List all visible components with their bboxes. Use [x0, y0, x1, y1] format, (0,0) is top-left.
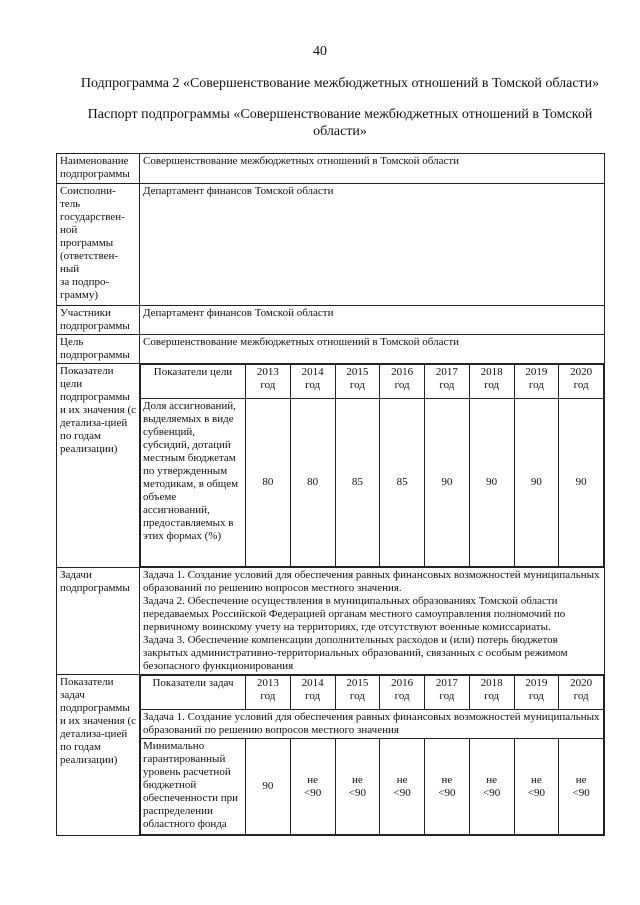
year-header	[469, 365, 514, 399]
indicator-value: 90	[559, 399, 604, 567]
year-header	[559, 365, 604, 399]
year-header	[380, 365, 425, 399]
year-suffix: год	[573, 379, 589, 391]
year-header	[290, 676, 335, 710]
indicator-value: не <90	[469, 739, 514, 835]
year: 2015	[346, 677, 369, 689]
goal-label: Цель подпрограммы	[57, 335, 140, 364]
name-label: Наименование подпрограммы	[57, 154, 140, 184]
row-goal-indicators	[57, 364, 605, 568]
goal-indicators-header	[141, 365, 604, 399]
year-suffix: год	[349, 379, 365, 391]
indicator-value: не <90	[514, 739, 559, 835]
year: 2015	[346, 366, 369, 378]
task-indicators-table	[140, 675, 604, 835]
year-suffix: год	[305, 379, 321, 391]
task-indicators-label: Показатели задач подпрограммы и их значения (с детализа-цией по годам реализации)	[57, 675, 140, 836]
year-header	[425, 365, 470, 399]
year: 2014	[301, 366, 324, 378]
indicator-value: 90	[469, 399, 514, 567]
indicator-value: 85	[335, 399, 380, 567]
task-indicators-header-label: Показатели задач	[141, 676, 246, 710]
page-title: Подпрограмма 2 «Совершенствование межбюджетных отношений в Томской области»	[80, 76, 600, 91]
year-header	[469, 676, 514, 710]
year-suffix: год	[260, 379, 276, 391]
year: 2014	[301, 677, 324, 689]
goal-indicator-name: Доля ассигнований, выделяемых в виде субвенций, субсидий, дотаций местным бюджетам по утвержденным методикам, в общем объеме ассигнований, предоставляемых в этих формах (%)	[141, 399, 246, 567]
year-suffix: год	[394, 379, 410, 391]
year-header	[335, 365, 380, 399]
tasks-label: Задачи подпрограммы	[57, 568, 140, 675]
year-suffix: год	[305, 690, 321, 702]
goal-indicators-table	[140, 364, 604, 567]
indicator-value: не <90	[290, 739, 335, 835]
passport-title: Паспорт подпрограммы «Совершенствование межбюджетных отношений в Томской области»	[87, 107, 593, 139]
participants-label: Участники подпрограммы	[57, 306, 140, 335]
year-suffix: год	[484, 379, 500, 391]
year-header	[514, 676, 559, 710]
year-suffix: год	[439, 690, 455, 702]
participants-value: Департамент финансов Томской области	[140, 306, 605, 335]
indicator-value: 85	[380, 399, 425, 567]
year: 2018	[480, 677, 503, 689]
year: 2013	[256, 366, 279, 378]
year-header	[246, 676, 291, 710]
year-suffix: год	[573, 690, 589, 702]
task-indicator-row	[141, 739, 604, 835]
year: 2013	[256, 677, 279, 689]
indicator-value: 90	[514, 399, 559, 567]
year: 2018	[480, 366, 503, 378]
year-suffix: год	[260, 690, 276, 702]
indicator-value: 90	[246, 739, 291, 835]
year: 2017	[435, 677, 458, 689]
passport-table	[56, 153, 605, 836]
goal-indicators-header-label: Показатели цели	[141, 365, 246, 399]
row-coexecutor	[57, 184, 605, 306]
row-goal	[57, 335, 605, 364]
year: 2016	[391, 366, 414, 378]
indicator-value: 80	[290, 399, 335, 567]
goal-indicators-label: Показатели цели подпрограммы и их значения (с детализа-цией по годам реализации)	[57, 364, 140, 568]
task1-text: Задача 1. Создание условий для обеспечения равных финансовых возможностей муниципальных образований по решению вопросов местного значения	[141, 710, 604, 739]
row-participants	[57, 306, 605, 335]
coexecutor-label: Соисполни- тель государствен- ной программы (ответствен- ный за подпро- грамму)	[57, 184, 140, 306]
year-header	[246, 365, 291, 399]
year: 2016	[391, 677, 414, 689]
goal-indicators-cell	[140, 364, 605, 568]
year-suffix: год	[439, 379, 455, 391]
row-task-indicators	[57, 675, 605, 836]
year-header	[559, 676, 604, 710]
year-header	[514, 365, 559, 399]
task-indicators-header	[141, 676, 604, 710]
indicator-value: 80	[246, 399, 291, 567]
year-suffix: год	[349, 690, 365, 702]
year-suffix: год	[528, 690, 544, 702]
year-header	[425, 676, 470, 710]
goal-value: Совершенствование межбюджетных отношений в Томской области	[140, 335, 605, 364]
year-header	[380, 676, 425, 710]
row-name	[57, 154, 605, 184]
year: 2019	[525, 366, 548, 378]
indicator-value: не <90	[335, 739, 380, 835]
indicator-value: не <90	[559, 739, 604, 835]
year: 2019	[525, 677, 548, 689]
year: 2020	[570, 366, 593, 378]
page-number: 40	[313, 44, 327, 59]
year-suffix: год	[484, 690, 500, 702]
year-header	[290, 365, 335, 399]
goal-indicator-row	[141, 399, 604, 567]
task-indicators-cell	[140, 675, 605, 836]
year-suffix: год	[394, 690, 410, 702]
year-suffix: год	[528, 379, 544, 391]
task1-row	[141, 710, 604, 739]
row-tasks	[57, 568, 605, 675]
name-value: Совершенствование межбюджетных отношений в Томской области	[140, 154, 605, 184]
coexecutor-value: Департамент финансов Томской области	[140, 184, 605, 306]
indicator-value: не <90	[380, 739, 425, 835]
tasks-text: Задача 1. Создание условий для обеспечения равных финансовых возможностей муниципальных образований по решению вопросов местного значения. Задача 2. Обеспечение осуществления в муниципальных образованиях Томской области передаваемых Российской Федерацией органам местного самоуправления полномочий по первичному воинскому учету на территориях, где отсутствуют военные комиссариаты. Задача 3. Обеспечение компенсации дополнительных расходов и (или) потерь бюджетов закрытых административно-территориальных образований, связанных с особым режимом безопасного функционирования	[140, 568, 605, 675]
indicator-value: не <90	[425, 739, 470, 835]
year: 2017	[435, 366, 458, 378]
year: 2020	[570, 677, 593, 689]
indicator-value: 90	[425, 399, 470, 567]
year-header	[335, 676, 380, 710]
task-indicator-name: Минимально гарантированный уровень расчетной бюджетной обеспеченности при распределении областного фонда	[141, 739, 246, 835]
